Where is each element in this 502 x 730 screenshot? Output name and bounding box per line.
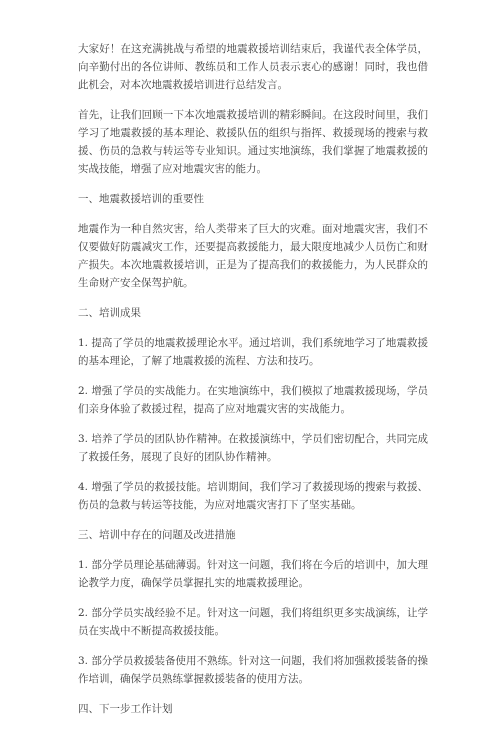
importance-paragraph: 地震作为一种自然灾害，给人类带来了巨大的灾难。面对地震灾害，我们不仅要做好防震减灾工作，还要提高救援能力，最大限度地减少人员伤亡和财产损失。本次地震救援培训，正是为了提高我们的救援能力，为人民群众的生命财产安全保驾护航。	[78, 223, 428, 289]
results-item-2: 2. 增强了学员的实战能力。在实地演练中，我们模拟了地震救援现场，学员们亲身体验了救援过程，提高了应对地震灾害的实战能力。	[78, 385, 428, 415]
section-heading-results: 二、培训成果	[78, 307, 141, 319]
problems-item-1: 1. 部分学员理论基础薄弱。针对这一问题，我们将在今后的培训中，加大理论教学力度，确保学员掌握扎实的地震救援理论。	[78, 559, 428, 589]
document-body	[78, 40, 428, 730]
results-item-4: 4. 增强了学员的救援技能。培训期间，我们学习了救援现场的搜索与救援、伤员的急救与转运等技能，为应对地震灾害打下了坚实基础。	[78, 481, 428, 511]
results-item-1: 1. 提高了学员的地震救援理论水平。通过培训，我们系统地学习了地震救援的基本理论，了解了地震救援的流程、方法和技巧。	[78, 337, 428, 367]
problems-item-3: 3. 部分学员救援装备使用不熟练。针对这一问题，我们将加强救援装备的操作培训，确保学员熟练掌握救援装备的使用方法。	[78, 655, 428, 685]
section-heading-problems: 三、培训中存在的问题及改进措施	[78, 529, 236, 541]
section-heading-importance: 一、地震救援培训的重要性	[78, 193, 204, 205]
section-heading-plan: 四、下一步工作计划	[78, 703, 173, 715]
results-item-3: 3. 培养了学员的团队协作精神。在救援演练中，学员们密切配合，共同完成了救援任务，展现了良好的团队协作精神。	[78, 433, 428, 463]
problems-item-2: 2. 部分学员实战经验不足。针对这一问题，我们将组织更多实战演练，让学员在实战中不断提高救援技能。	[78, 607, 428, 637]
review-paragraph: 首先，让我们回顾一下本次地震救援培训的精彩瞬间。在这段时间里，我们学习了地震救援的基本理论、救援队伍的组织与指挥、救援现场的搜索与救援、伤员的急救与转运等专业知识。通过实地演练，我们掌握了地震救援的实战技能，增强了应对地震灾害的能力。	[78, 109, 428, 175]
intro-paragraph: 大家好！在这充满挑战与希望的地震救援培训结束后，我谨代表全体学员，向辛勤付出的各位讲师、教练员和工作人员表示衷心的感谢！同时，我也借此机会，对本次地震救援培训进行总结发言。	[78, 43, 428, 91]
